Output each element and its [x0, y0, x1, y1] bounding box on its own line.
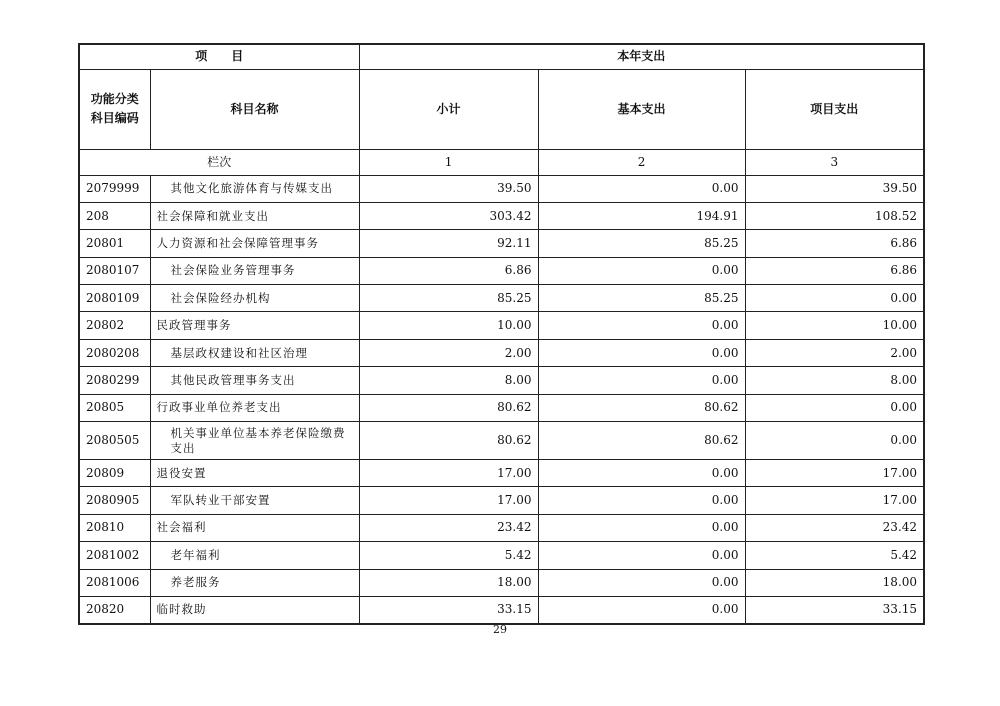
- basic-expenditure-cell: 0.00: [538, 257, 745, 284]
- subtotal-cell: 18.00: [359, 569, 538, 596]
- basic-expenditure-header: 基本支出: [538, 69, 745, 149]
- item-header: 项 目: [79, 44, 359, 69]
- table-row: [79, 487, 924, 514]
- project-expenditure-cell: 17.00: [745, 460, 924, 487]
- subject-name-cell: 养老服务: [150, 569, 359, 596]
- function-code-cell: 2080109: [79, 285, 150, 312]
- current-year-expenditure-header: 本年支出: [359, 44, 924, 69]
- basic-expenditure-cell: 0.00: [538, 514, 745, 541]
- project-expenditure-cell: 10.00: [745, 312, 924, 339]
- function-code-cell: 2080107: [79, 257, 150, 284]
- header-row-top: [79, 44, 924, 69]
- table-row: [79, 312, 924, 339]
- function-code-cell: 208: [79, 202, 150, 229]
- function-code-cell: 2081006: [79, 569, 150, 596]
- project-expenditure-cell: 6.86: [745, 257, 924, 284]
- subtotal-cell: 303.42: [359, 202, 538, 229]
- function-code-cell: 2080905: [79, 487, 150, 514]
- subject-name-cell: 民政管理事务: [150, 312, 359, 339]
- basic-expenditure-cell: 80.62: [538, 394, 745, 421]
- subject-name-cell: 人力资源和社会保障管理事务: [150, 230, 359, 257]
- column-index-3: 3: [745, 149, 924, 175]
- project-expenditure-cell: 5.42: [745, 542, 924, 569]
- subtotal-header: 小计: [359, 69, 538, 149]
- project-expenditure-cell: 8.00: [745, 367, 924, 394]
- project-expenditure-cell: 33.15: [745, 596, 924, 623]
- subtotal-cell: 8.00: [359, 367, 538, 394]
- subject-name-cell: 临时救助: [150, 596, 359, 623]
- table-row: [79, 394, 924, 421]
- subtotal-cell: 80.62: [359, 422, 538, 460]
- table-row: [79, 285, 924, 312]
- project-expenditure-cell: 0.00: [745, 285, 924, 312]
- function-code-cell: 2080299: [79, 367, 150, 394]
- expenditure-table: [78, 43, 925, 625]
- subtotal-cell: 17.00: [359, 487, 538, 514]
- function-code-cell: 2080208: [79, 339, 150, 366]
- subject-name-cell: 社会福利: [150, 514, 359, 541]
- basic-expenditure-cell: 0.00: [538, 487, 745, 514]
- project-expenditure-cell: 0.00: [745, 394, 924, 421]
- table-row: [79, 596, 924, 623]
- project-expenditure-cell: 108.52: [745, 202, 924, 229]
- column-index-row: [79, 149, 924, 175]
- table-row: [79, 514, 924, 541]
- subtotal-cell: 2.00: [359, 339, 538, 366]
- table-row: [79, 367, 924, 394]
- subtotal-cell: 39.50: [359, 175, 538, 202]
- basic-expenditure-cell: 0.00: [538, 596, 745, 623]
- subtotal-cell: 6.86: [359, 257, 538, 284]
- function-code-cell: 2080505: [79, 422, 150, 460]
- column-index-1: 1: [359, 149, 538, 175]
- function-code-cell: 20810: [79, 514, 150, 541]
- table-row: [79, 230, 924, 257]
- table-row: [79, 339, 924, 366]
- basic-expenditure-cell: 0.00: [538, 339, 745, 366]
- subject-name-cell: 基层政权建设和社区治理: [150, 339, 359, 366]
- subject-name-cell: 社会保险业务管理事务: [150, 257, 359, 284]
- basic-expenditure-cell: 0.00: [538, 175, 745, 202]
- project-expenditure-header: 项目支出: [745, 69, 924, 149]
- function-code-header: 功能分类科目编码: [79, 69, 150, 149]
- project-expenditure-cell: 18.00: [745, 569, 924, 596]
- project-expenditure-cell: 0.00: [745, 422, 924, 460]
- subject-name-cell: 行政事业单位养老支出: [150, 394, 359, 421]
- subject-name-cell: 社会保障和就业支出: [150, 202, 359, 229]
- subtotal-cell: 17.00: [359, 460, 538, 487]
- subject-name-cell: 机关事业单位基本养老保险缴费支出: [150, 422, 359, 460]
- table-row: [79, 202, 924, 229]
- basic-expenditure-cell: 0.00: [538, 367, 745, 394]
- function-code-cell: 2081002: [79, 542, 150, 569]
- subject-name-header: 科目名称: [150, 69, 359, 149]
- subtotal-cell: 92.11: [359, 230, 538, 257]
- project-expenditure-cell: 39.50: [745, 175, 924, 202]
- table-row: [79, 175, 924, 202]
- project-expenditure-cell: 2.00: [745, 339, 924, 366]
- subtotal-cell: 33.15: [359, 596, 538, 623]
- subtotal-cell: 10.00: [359, 312, 538, 339]
- subject-name-cell: 其他民政管理事务支出: [150, 367, 359, 394]
- basic-expenditure-cell: 0.00: [538, 460, 745, 487]
- project-expenditure-cell: 23.42: [745, 514, 924, 541]
- subject-name-cell: 退役安置: [150, 460, 359, 487]
- subject-name-cell: 社会保险经办机构: [150, 285, 359, 312]
- table-row: [79, 542, 924, 569]
- basic-expenditure-cell: 0.00: [538, 312, 745, 339]
- basic-expenditure-cell: 0.00: [538, 542, 745, 569]
- subtotal-cell: 5.42: [359, 542, 538, 569]
- basic-expenditure-cell: 80.62: [538, 422, 745, 460]
- table-row: [79, 422, 924, 460]
- project-expenditure-cell: 6.86: [745, 230, 924, 257]
- function-code-cell: 2079999: [79, 175, 150, 202]
- subtotal-cell: 80.62: [359, 394, 538, 421]
- column-index-label: 栏次: [79, 149, 359, 175]
- subject-name-cell: 军队转业干部安置: [150, 487, 359, 514]
- function-code-cell: 20802: [79, 312, 150, 339]
- basic-expenditure-cell: 194.91: [538, 202, 745, 229]
- subtotal-cell: 85.25: [359, 285, 538, 312]
- basic-expenditure-cell: 0.00: [538, 569, 745, 596]
- column-index-2: 2: [538, 149, 745, 175]
- function-code-cell: 20809: [79, 460, 150, 487]
- basic-expenditure-cell: 85.25: [538, 285, 745, 312]
- function-code-cell: 20820: [79, 596, 150, 623]
- page-number: 29: [493, 623, 507, 636]
- header-row-columns: [79, 69, 924, 149]
- project-expenditure-cell: 17.00: [745, 487, 924, 514]
- subtotal-cell: 23.42: [359, 514, 538, 541]
- table-row: [79, 257, 924, 284]
- function-code-cell: 20801: [79, 230, 150, 257]
- basic-expenditure-cell: 85.25: [538, 230, 745, 257]
- table-row: [79, 460, 924, 487]
- subject-name-cell: 其他文化旅游体育与传媒支出: [150, 175, 359, 202]
- function-code-cell: 20805: [79, 394, 150, 421]
- subject-name-cell: 老年福利: [150, 542, 359, 569]
- table-row: [79, 569, 924, 596]
- table-body: [79, 175, 924, 624]
